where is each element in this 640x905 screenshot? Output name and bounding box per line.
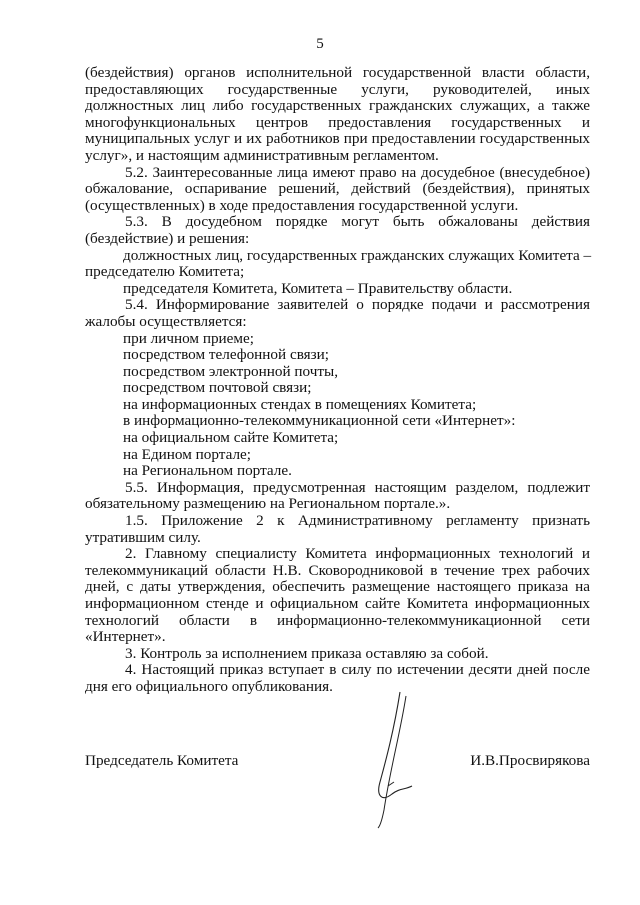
text-line: должностных лиц либо государственных гражданских служащих, а также [85,97,590,115]
text-line: жалобы осуществляется: [85,312,247,330]
text-line: посредством почтовой связи; [123,379,312,397]
text-line: информационном стенде и официальном сайте Комитета информационных [85,595,590,612]
text-line: «Интернет». [85,628,166,646]
text-line: 5.4. Информирование заявителей о порядке подачи и рассмотрения [125,296,590,314]
text-line: многофункциональных центров предоставления государственных и [85,113,590,131]
text-line: 1.5. Приложение 2 к Административному регламенту признать [125,512,590,530]
text-line: на информационных стендах в помещениях Комитета; [123,395,477,413]
text-line: 4. Настоящий приказ вступает в силу по истечении десяти дней после [125,661,590,679]
signatory-name: И.В.Просвирякова [470,752,590,769]
text-line: (бездействие) и решения: [85,229,250,247]
text-line: на Едином портале; [123,445,251,463]
text-line: 2. Главному специалисту Комитета информационных технологий и [125,545,590,563]
text-line: на официальном сайте Комитета; [123,429,339,447]
handwritten-signature [360,690,440,830]
text-line: 3. Контроль за исполнением приказа оставляю за собой. [125,644,489,662]
text-line: дней, с даты утверждения, обеспечить размещение настоящего приказа на [85,578,590,596]
text-line: должностных лиц, государственных гражданских служащих Комитета – [123,246,592,264]
text-line: 5.5. Информация, предусмотренная настоящим разделом, подлежит [125,478,590,496]
text-line: утратившим силу. [85,528,201,546]
text-line: обязательному размещению на Региональном портале.». [85,495,451,513]
text-line: 5.2. Заинтересованные лица имеют право на досудебное (внесудебное) [125,163,590,181]
page-number: 5 [316,36,324,52]
text-line: (бездействия) органов исполнительной государственной власти области, [85,64,590,81]
document-body [85,65,590,696]
signatory-position: Председатель Комитета [85,752,239,769]
text-line: председателю Комитета; [85,263,245,281]
text-line: телекоммуникаций области Н.В. Сковородниковой в течение трех рабочих [85,561,590,579]
text-line: при личном приеме; [123,329,254,347]
text-line: услуг», и настоящим административным регламентом. [85,146,439,164]
text-line: технологий области в информационно-телекоммуникационной сети [85,611,590,629]
text-line: дня его официального опубликования. [85,677,333,695]
text-line: в информационно-телекоммуникационной сети «Интернет»: [123,412,516,430]
text-line: 5.3. В досудебном порядке могут быть обжалованы действия [125,213,590,231]
text-line: (осуществленных) в ходе предоставления государственной услуги. [85,196,519,214]
text-line: предоставляющих государственные услуги, руководителей, иных [85,80,590,98]
text-line: муниципальных услуг и их работников при предоставлении государственных [85,130,590,148]
text-line: посредством телефонной связи; [123,346,329,364]
text-line: председателя Комитета, Комитета – Правительству области. [123,279,513,297]
text-line: на Региональном портале. [123,462,292,480]
text-line: обжалование, оспаривание решений, действий (бездействия), принятых [85,180,590,198]
text-line: посредством электронной почты, [123,362,338,380]
